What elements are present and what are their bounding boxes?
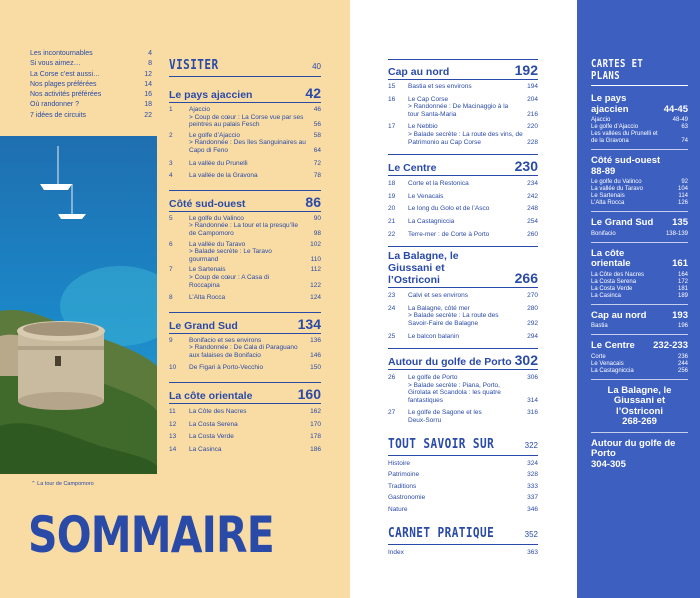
map-group[interactable]: [591, 218, 688, 243]
entry-page: 46: [313, 106, 321, 113]
map-group-page: 232-233: [653, 340, 688, 351]
entry-subtext: > Balade secrète : La route des vins, de Patrimonio au Cap Corse: [408, 130, 523, 146]
toc-section: [388, 348, 538, 425]
tower-photo: [0, 136, 157, 474]
entry-text: Le Cap Corse: [408, 95, 449, 103]
map-item-label: Le golfe d’Ajaccio: [591, 124, 639, 130]
map-item[interactable]: [591, 179, 688, 186]
entry-number: 12: [169, 420, 177, 428]
entry-number: 14: [169, 445, 177, 453]
entry-number: 23: [388, 292, 396, 300]
map-item-label: Corte: [591, 353, 606, 360]
map-item-label: Bastia: [591, 323, 608, 329]
entry-number: 4: [169, 172, 173, 180]
toc-entry[interactable]: [388, 409, 538, 424]
section-heading[interactable]: [388, 62, 538, 78]
entry-subpage: 292: [527, 319, 538, 327]
entry-page: 178: [310, 433, 321, 441]
map-item-label: Le Sartenais: [591, 193, 625, 199]
map-item-page: 48-49: [672, 117, 688, 123]
toc-entry[interactable]: [388, 292, 538, 300]
section-page: 302: [514, 352, 538, 369]
map-item-label: La Côte des Nacres: [591, 271, 645, 278]
entry-text: La Costa Verde: [189, 433, 234, 441]
quick-item[interactable]: [30, 49, 152, 59]
map-group-title: Le pays ajaccien: [591, 93, 629, 115]
section-page: 134: [297, 315, 321, 332]
entry-text: Le golfe de Porto: [408, 374, 458, 382]
map-group-page: 44-45: [663, 103, 688, 115]
map-item[interactable]: [591, 279, 688, 286]
entry-number: 2: [169, 131, 173, 139]
entry-number: 27: [388, 409, 396, 417]
toc-entry[interactable]: [169, 408, 321, 416]
toc-section: [169, 312, 321, 372]
entry-text: Le balcon balanin: [408, 332, 459, 340]
map-item-label: La Casinca: [591, 292, 622, 299]
entry-number: 17: [388, 123, 396, 131]
section-title: Autour du golfe de Porto: [388, 356, 512, 369]
map-group-page: 304-305: [591, 458, 626, 470]
map-item[interactable]: [591, 200, 688, 207]
topic-label: Traditions: [388, 482, 417, 490]
map-item[interactable]: [591, 131, 688, 145]
maps-column: [591, 58, 688, 474]
map-group-title: La côte orientale: [591, 247, 631, 269]
map-item-page: 74: [681, 138, 688, 144]
tout-savoir-page: 322: [524, 440, 538, 450]
visiter-header[interactable]: [169, 58, 321, 77]
entry-number: 10: [169, 364, 177, 372]
toc-entry[interactable]: [388, 180, 538, 188]
tout-savoir-title: TOUT SAVOIR SUR: [388, 436, 495, 452]
entry-page: 112: [310, 266, 321, 274]
carnet-page: 352: [524, 529, 538, 539]
carnet-title: CARNET PRATIQUE: [388, 525, 495, 541]
entry-number: 26: [388, 374, 396, 382]
entry-page: 102: [310, 240, 321, 248]
map-item-page: 92: [681, 179, 688, 185]
toc-entry[interactable]: [169, 337, 321, 360]
entry-page: 260: [527, 230, 538, 238]
entry-page: 242: [527, 192, 538, 200]
toc-entry[interactable]: [169, 106, 321, 129]
entry-text: Terre-mer : de Corte à Porto: [408, 230, 490, 238]
visiter-page: 40: [312, 62, 321, 71]
map-group-title: Autour du golfe de Porto: [591, 437, 676, 459]
entry-text: La Côte des Nacres: [189, 408, 247, 416]
toc-entry[interactable]: [169, 421, 321, 429]
entry-page: 220: [527, 123, 538, 131]
entry-subpage: 146: [310, 351, 321, 359]
entry-subpage: 98: [313, 229, 321, 237]
entry-number: 6: [169, 240, 173, 248]
entry-page: 90: [313, 214, 321, 222]
section-page: 42: [305, 85, 321, 101]
entry-text: Corte et la Restonica: [408, 180, 469, 188]
toc-entry[interactable]: [388, 231, 538, 239]
entry-text: Le golfe de Sagone et les Deux-Sorru: [408, 409, 482, 425]
entry-subpage: 216: [527, 110, 538, 118]
entry-page: 78: [313, 172, 321, 180]
entry-text: La vallée de la Gravona: [189, 172, 258, 180]
entry-page: 194: [527, 83, 538, 90]
map-group-page: 193: [672, 309, 688, 321]
section-title: La Balagne, le Giussani et l’Ostriconi: [388, 250, 459, 287]
map-group-page: 88-89: [591, 165, 616, 177]
carnet-header[interactable]: [388, 526, 538, 545]
map-item-label: Le Venacais: [591, 360, 624, 367]
section-page: 192: [514, 62, 538, 78]
entry-page: 150: [310, 364, 321, 372]
regions-column: [388, 58, 538, 556]
entry-page: 306: [527, 374, 538, 382]
entry-number: 3: [169, 159, 173, 167]
map-item-page: 181: [677, 285, 688, 292]
quick-item-label: Nos activités préférées: [30, 91, 102, 99]
entry-text: L’Alta Rocca: [189, 294, 226, 302]
toc-entry[interactable]: [169, 294, 321, 302]
section-title: Le Grand Sud: [169, 319, 238, 332]
topic-item[interactable]: [388, 471, 538, 479]
topic-page: 363: [527, 548, 538, 556]
map-item-page: 196: [677, 323, 688, 329]
topic-item[interactable]: [388, 483, 538, 491]
entry-text: Le Nebbio: [408, 123, 438, 131]
map-item-page: 104: [677, 186, 688, 192]
map-item-label: La vallée du Taravo: [591, 186, 643, 192]
entry-subpage: 64: [313, 146, 321, 154]
tout-savoir-header[interactable]: [388, 437, 538, 456]
quick-item-page: 8: [148, 60, 152, 68]
map-group-page: 161: [672, 258, 688, 269]
entry-number: 8: [169, 294, 173, 302]
entry-page: 204: [527, 95, 538, 103]
entry-page: 136: [310, 336, 321, 344]
toc-entry[interactable]: [169, 364, 321, 372]
map-item-label: La Costa Verde: [591, 285, 633, 292]
toc-section: [388, 246, 538, 340]
entry-number: 19: [388, 192, 396, 200]
map-item[interactable]: [591, 193, 688, 200]
topic-label: Gastronomie: [388, 494, 426, 502]
section-title: Cap au nord: [388, 66, 450, 78]
topic-label: Index: [388, 548, 404, 556]
entry-text: La Costa Serena: [189, 420, 238, 428]
visiter-column: [169, 58, 321, 453]
entry-subtext: > Randonnée : Des îles Sanguinaires au Capo di Feno: [189, 139, 306, 154]
entry-page: 280: [527, 304, 538, 312]
topic-item[interactable]: [388, 549, 538, 557]
topic-label: Histoire: [388, 459, 411, 467]
entry-subtext: > Balade secrète : Piana, Porto, Girolata et Scandola : les quatre fantastiques: [408, 381, 501, 404]
quick-item-label: Si vous aimez…: [30, 60, 81, 68]
map-item[interactable]: [591, 286, 688, 293]
entry-page: 316: [527, 409, 538, 417]
map-item-label: La Castagniccia: [591, 367, 634, 374]
map-group-page: 135: [672, 217, 688, 228]
toc-entry[interactable]: [388, 374, 538, 404]
entry-number: 9: [169, 336, 173, 344]
entry-page: 270: [527, 292, 538, 300]
entry-page: 294: [527, 332, 538, 340]
quick-item-label: La Corse c’est aussi…: [30, 70, 101, 78]
quick-item-page: 18: [144, 101, 152, 109]
quick-item-label: Les incontournables: [30, 50, 93, 57]
toc-entry[interactable]: [388, 83, 538, 91]
map-item[interactable]: [591, 323, 688, 330]
section-page: 160: [297, 386, 321, 403]
topic-item[interactable]: [388, 494, 538, 502]
quick-item[interactable]: [30, 70, 152, 80]
quick-item-page: 14: [144, 80, 152, 88]
toc-section: [388, 154, 538, 238]
topic-page: 337: [527, 494, 538, 502]
entry-text: La Casinca: [189, 445, 222, 453]
quick-item-label: 7 idées de circuits: [30, 111, 87, 119]
topic-page: 328: [527, 471, 538, 479]
visiter-title: VISITER: [169, 58, 219, 73]
entry-number: 21: [388, 217, 396, 225]
entry-subtext: > Balade secrète : Le Taravo gourmand: [189, 248, 272, 263]
map-item-label: Les vallées du Prunelli et de la Gravona: [591, 131, 658, 144]
entry-page: 170: [310, 420, 321, 428]
toc-entry[interactable]: [388, 305, 538, 328]
map-item-page: 244: [677, 360, 688, 367]
section-page: 266: [514, 270, 538, 287]
entry-number: 25: [388, 332, 396, 340]
entry-text: Le golfe du Valinco: [189, 214, 244, 222]
map-group-title: Le Centre: [591, 340, 635, 351]
entry-text: Le Venacais: [408, 192, 444, 200]
map-item[interactable]: [591, 272, 688, 279]
entry-text: La vallée du Prunelli: [189, 159, 248, 167]
entry-number: 24: [388, 304, 396, 312]
entry-subtext: > Randonnée : De Cala di Paraguano aux falaises de Bonifacio: [189, 344, 298, 359]
maps-title: CARTES ET PLANS: [591, 58, 644, 82]
section-heading[interactable]: [169, 85, 321, 101]
entry-number: 11: [169, 408, 176, 416]
entry-page: 186: [310, 445, 321, 453]
toc-entry[interactable]: [169, 446, 321, 454]
entry-text: Bonifacio et ses environs: [189, 336, 262, 344]
quick-item-label: Où randonner ?: [30, 101, 80, 109]
carnet-block: [388, 526, 538, 557]
entry-text: La Balagne, côté mer: [408, 304, 470, 312]
section-title: Côté sud-ouest: [169, 197, 246, 210]
quick-item[interactable]: [30, 80, 152, 90]
quick-item[interactable]: [30, 100, 152, 110]
map-item-page: 114: [678, 193, 688, 199]
quick-item-page: 4: [148, 50, 152, 57]
map-item[interactable]: [591, 293, 688, 300]
topic-item[interactable]: [388, 460, 538, 468]
entry-text: Bastia et ses environs: [408, 83, 472, 90]
map-group[interactable]: [591, 341, 688, 380]
toc-section: [169, 85, 321, 180]
entry-subtext: > Coup de cœur : A Casa di Roccapina: [189, 273, 270, 289]
map-group[interactable]: [591, 156, 688, 212]
section-title: Le pays ajaccien: [169, 89, 253, 101]
map-item[interactable]: [591, 124, 688, 131]
photo-caption: ⌃ La tour de Campomoro: [31, 481, 94, 487]
section-heading[interactable]: [388, 250, 538, 286]
toc-entry[interactable]: [388, 123, 538, 146]
map-item[interactable]: [591, 186, 688, 193]
entry-subtext: > Randonnée : De Macinaggio à la tour Santa-Maria: [408, 103, 509, 118]
map-item-page: 126: [677, 200, 688, 206]
quick-item-label: Nos plages préférées: [30, 80, 97, 88]
quick-item-page: 16: [144, 91, 152, 99]
toc-entry[interactable]: [169, 132, 321, 155]
map-item-page: 256: [677, 367, 688, 374]
toc-entry[interactable]: [169, 241, 321, 264]
entry-subpage: 56: [313, 121, 321, 129]
map-item-page: 236: [677, 353, 688, 360]
topic-label: Nature: [388, 506, 408, 514]
entry-page: 234: [527, 180, 538, 188]
map-item-page: 138-139: [665, 230, 688, 237]
map-item[interactable]: [591, 117, 688, 124]
map-group[interactable]: [591, 386, 688, 433]
map-item-label: L’Alta Rocca: [591, 200, 625, 206]
entry-subpage: 122: [310, 281, 321, 289]
toc-entry[interactable]: [388, 96, 538, 119]
section-title: Le Centre: [388, 162, 437, 175]
map-item-page: 164: [677, 271, 688, 278]
toc-entry[interactable]: [388, 218, 538, 226]
entry-text: De Figari à Porto-Vecchio: [189, 364, 264, 372]
section-heading[interactable]: [169, 386, 321, 402]
map-item-page: 172: [677, 278, 688, 285]
entry-text: Le golfe d’Ajaccio: [189, 131, 240, 139]
entry-subtext: > Coup de cœur : La Corse vue par ses peintres au palais Fesch: [189, 113, 304, 129]
entry-text: La vallée du Taravo: [189, 240, 246, 248]
quick-item[interactable]: [30, 111, 152, 121]
entry-number: 16: [388, 95, 396, 103]
quick-item-page: 12: [144, 70, 152, 78]
map-item[interactable]: [591, 231, 688, 238]
entry-page: 72: [313, 159, 321, 167]
entry-text: Calvi et ses environs: [408, 292, 468, 300]
topic-page: 333: [527, 482, 538, 490]
map-item[interactable]: [591, 354, 688, 361]
entry-subpage: 228: [527, 138, 538, 146]
toc-entry[interactable]: [388, 193, 538, 201]
map-item-label: Ajaccio: [591, 117, 611, 123]
entry-subtext: > Balade secrète : La route des Savoir-Faire de Balagne: [408, 312, 499, 327]
map-group-title: Cap au nord: [591, 309, 647, 321]
quick-item[interactable]: [30, 90, 152, 100]
section-heading[interactable]: [169, 316, 321, 332]
entry-number: 13: [169, 433, 177, 441]
quick-list: [30, 49, 152, 121]
entry-number: 15: [388, 83, 396, 90]
entry-number: 7: [169, 266, 173, 274]
photo-caption-text: La tour de Campomoro: [37, 481, 94, 487]
topic-item[interactable]: [388, 506, 538, 514]
map-item-page: 189: [677, 292, 688, 299]
toc-section: [388, 59, 538, 146]
entry-page: 162: [310, 408, 321, 416]
toc-section: [169, 382, 321, 453]
entry-subpage: 314: [527, 396, 538, 404]
entry-page: 248: [527, 205, 538, 213]
toc-entry[interactable]: [169, 172, 321, 180]
section-heading[interactable]: [388, 158, 538, 174]
entry-page: 254: [527, 217, 538, 225]
entry-number: 1: [169, 106, 173, 113]
quick-item-page: 22: [144, 111, 152, 119]
section-heading[interactable]: [169, 194, 321, 210]
entry-text: Le Sartenais: [189, 266, 226, 274]
toc-section: [169, 190, 321, 302]
map-group[interactable]: [591, 94, 688, 150]
section-page: 230: [514, 158, 538, 175]
map-group-title: Côté sud-ouest: [591, 155, 661, 166]
topic-page: 346: [527, 506, 538, 514]
tower-icon: [17, 321, 105, 410]
entry-text: Ajaccio: [189, 106, 210, 113]
toc-entry[interactable]: [169, 215, 321, 238]
map-group-title: La Balagne, le Giussani et l’Ostriconi: [607, 384, 672, 417]
map-item-page: 63: [681, 124, 688, 130]
entry-number: 5: [169, 214, 173, 222]
entry-subtext: > Randonnée : La tour et la presqu’île de Campomoro: [189, 222, 298, 237]
entry-number: 20: [388, 205, 396, 213]
map-group-page: 268-269: [622, 416, 657, 427]
entry-page: 124: [310, 294, 321, 302]
map-item-label: La Costa Serena: [591, 278, 637, 285]
section-title: La côte orientale: [169, 390, 253, 403]
topic-page: 324: [527, 459, 538, 467]
quick-item[interactable]: [30, 59, 152, 69]
toc-entry[interactable]: [169, 433, 321, 441]
map-group[interactable]: [591, 249, 688, 305]
toc-entry[interactable]: [169, 160, 321, 168]
maps-header: [591, 58, 688, 86]
toc-entry[interactable]: [388, 333, 538, 341]
page-title: SOMMAIRE: [28, 506, 274, 564]
entry-number: 18: [388, 180, 396, 188]
entry-number: 22: [388, 230, 396, 238]
map-item[interactable]: [591, 368, 688, 375]
entry-text: La Castagniccia: [408, 217, 455, 225]
toc-entry[interactable]: [169, 266, 321, 289]
toc-entry[interactable]: [388, 205, 538, 213]
map-group[interactable]: [591, 439, 688, 475]
entry-subpage: 110: [310, 255, 321, 263]
map-group[interactable]: [591, 311, 688, 336]
section-heading[interactable]: [388, 352, 538, 368]
entry-text: Le long du Golo et de l’Asco: [408, 205, 490, 213]
map-item-label: Bonifacio: [591, 230, 616, 237]
section-page: 86: [305, 193, 321, 210]
topic-label: Patrimoine: [388, 471, 420, 479]
tout-savoir-block: [388, 437, 538, 514]
map-item-label: Le golfe du Valinco: [591, 179, 642, 185]
entry-page: 58: [313, 131, 321, 139]
map-group-title: Le Grand Sud: [591, 217, 654, 228]
map-item[interactable]: [591, 361, 688, 368]
